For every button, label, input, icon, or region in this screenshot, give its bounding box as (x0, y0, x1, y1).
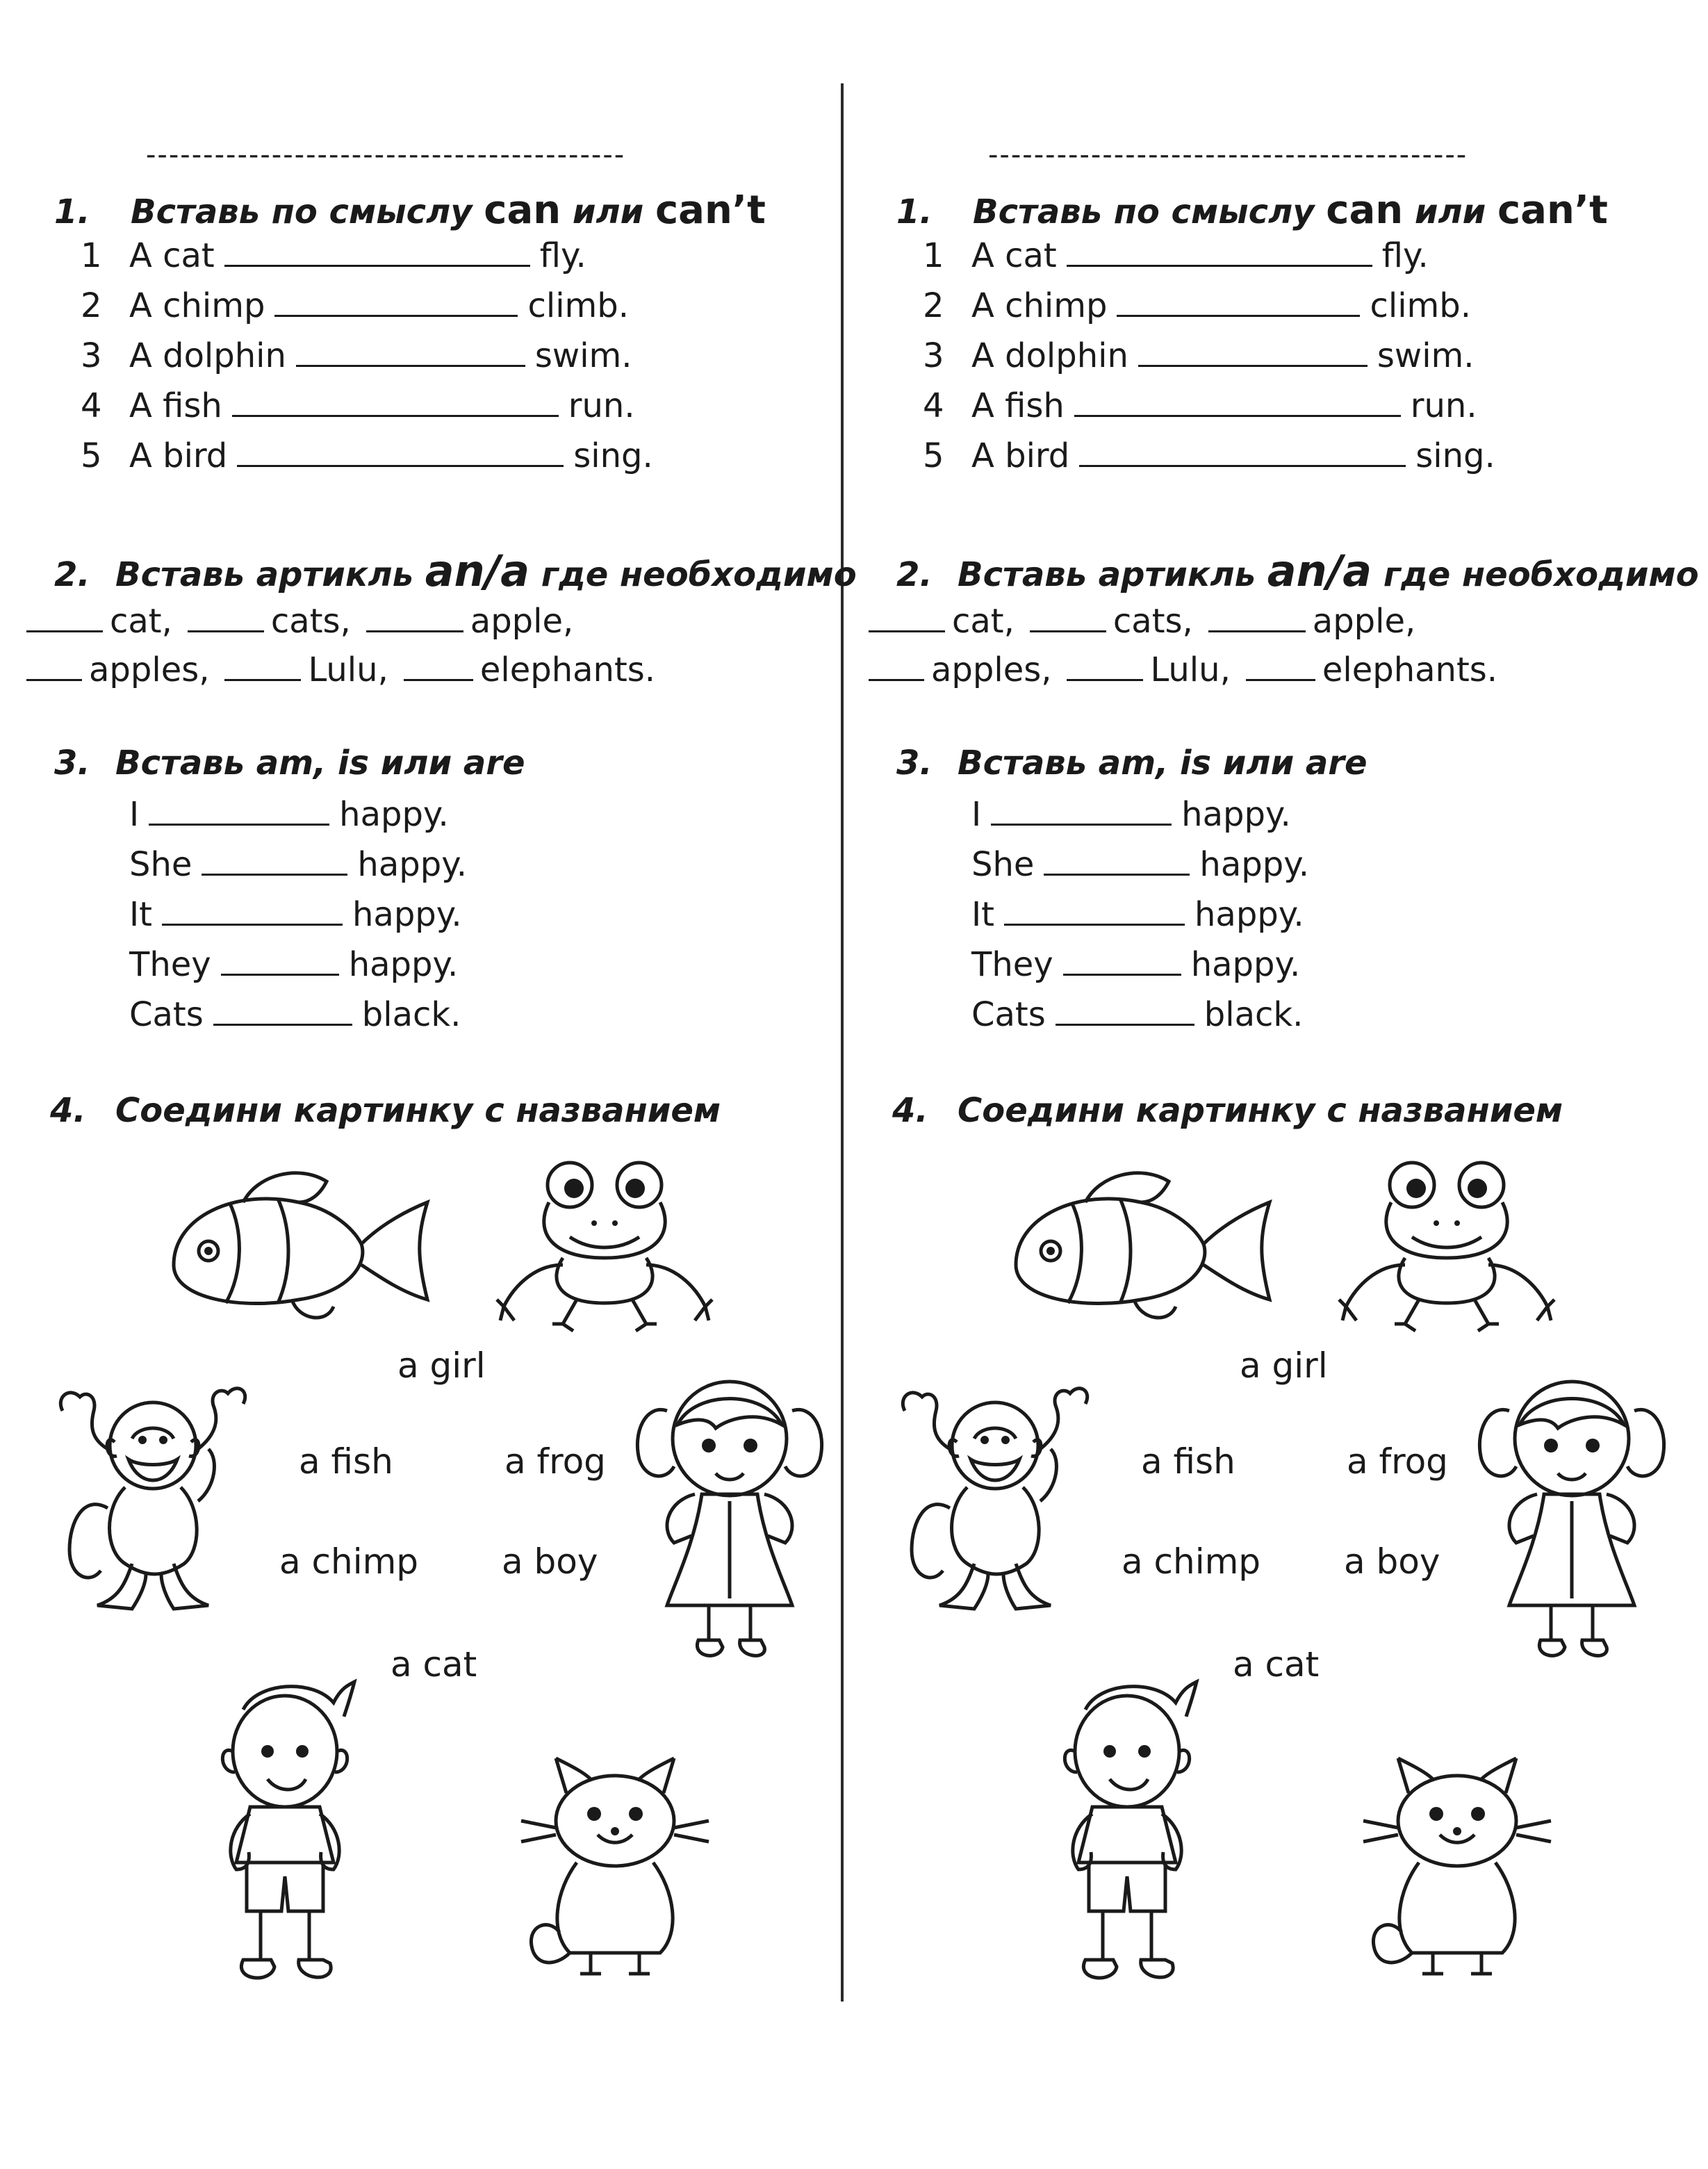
word-a-fish: a fish (1141, 1441, 1235, 1482)
can-item-row (81, 436, 653, 475)
section-number: 4. (50, 1091, 86, 1130)
item-subject: A dolphin (971, 336, 1128, 375)
item-number: 4 (923, 386, 944, 425)
item-adjective: happy. (357, 845, 468, 884)
item-verb: swim. (534, 336, 632, 375)
heading-text: Соедини картинку с названием (958, 1091, 1563, 1130)
answer-blank[interactable] (1056, 996, 1194, 1026)
item-adjective: happy. (1199, 845, 1310, 884)
section-1-heading (54, 188, 766, 233)
item-adjective: black. (361, 995, 461, 1034)
word-a-chimp: a chimp (1122, 1541, 1261, 1582)
article-word: cat, (110, 602, 172, 641)
item-verb: fly. (539, 236, 586, 275)
answer-blank[interactable] (1117, 287, 1360, 317)
can-item-row (81, 386, 635, 425)
article-word: elephants. (1322, 650, 1498, 689)
word-a-frog: a frog (1347, 1441, 1448, 1482)
be-item-row (971, 945, 1300, 984)
article-word: apple, (470, 602, 574, 641)
answer-blank[interactable] (1067, 237, 1372, 267)
item-verb: run. (1410, 386, 1477, 425)
heading-keyword: an/a (1267, 546, 1372, 596)
answer-blank[interactable] (1004, 896, 1185, 926)
item-subject: Cats (971, 995, 1046, 1034)
article-blank[interactable] (869, 651, 924, 681)
be-item-row (129, 795, 449, 834)
heading-text: Вставь артикль (115, 555, 425, 594)
word-a-cat: a cat (391, 1644, 477, 1685)
can-item-row (81, 236, 586, 275)
item-subject: They (129, 945, 211, 984)
article-word: apples, (931, 650, 1052, 689)
article-blank[interactable] (188, 603, 264, 632)
section-2-heading (896, 546, 1699, 596)
answer-blank[interactable] (237, 437, 564, 467)
be-item-row (971, 995, 1303, 1034)
boy-icon (195, 1675, 375, 1995)
can-item-row (923, 336, 1475, 375)
item-number: 3 (923, 336, 944, 375)
heading-text: где необходимо (1372, 555, 1699, 594)
answer-blank[interactable] (162, 896, 343, 926)
be-item-row (971, 895, 1304, 934)
item-subject: Cats (129, 995, 204, 1034)
worksheet-right (856, 0, 1699, 2169)
article-word: cats, (270, 602, 351, 641)
heading-text: Вставь артикль (958, 555, 1267, 594)
article-blank[interactable] (26, 651, 82, 681)
be-item-row (971, 795, 1291, 834)
item-verb: swim. (1377, 336, 1475, 375)
be-item-row (129, 895, 462, 934)
word-a-frog: a frog (504, 1441, 606, 1482)
section-4-heading (50, 1091, 721, 1130)
can-item-row (81, 286, 629, 325)
word-a-girl: a girl (397, 1345, 486, 1386)
heading-text: Соедини картинку с названием (115, 1091, 721, 1130)
item-adjective: happy. (1190, 945, 1301, 984)
section-number: 1. (54, 193, 90, 231)
chimp-icon (884, 1383, 1106, 1619)
word-a-boy: a boy (1344, 1541, 1440, 1582)
be-item-row (129, 845, 467, 884)
answer-blank[interactable] (202, 846, 347, 876)
articles-row-2 (869, 650, 1513, 689)
heading-text: или (561, 193, 655, 231)
item-adjective: happy. (352, 895, 462, 934)
answer-blank[interactable] (232, 387, 559, 417)
word-a-girl: a girl (1240, 1345, 1328, 1386)
heading-keyword: an/a (425, 546, 530, 596)
item-subject: She (129, 845, 192, 884)
item-number: 5 (923, 436, 944, 475)
can-item-row (923, 286, 1471, 325)
answer-blank[interactable] (1074, 387, 1401, 417)
item-subject: A chimp (971, 286, 1108, 325)
item-subject: She (971, 845, 1035, 884)
item-subject: I (971, 795, 982, 834)
item-verb: fly. (1381, 236, 1429, 275)
item-number: 2 (81, 286, 102, 325)
section-number: 3. (896, 744, 933, 783)
boy-icon (1037, 1675, 1217, 1995)
article-blank[interactable] (366, 603, 463, 632)
answer-blank[interactable] (1138, 337, 1368, 367)
item-adjective: happy. (1194, 895, 1304, 934)
article-blank[interactable] (404, 651, 473, 681)
heading-keyword: can’t (655, 188, 766, 233)
girl-icon (1468, 1362, 1676, 1668)
item-subject: A chimp (129, 286, 265, 325)
answer-blank[interactable] (296, 337, 525, 367)
item-number: 5 (81, 436, 102, 475)
article-word: apples, (89, 650, 210, 689)
answer-blank[interactable] (274, 287, 518, 317)
item-number: 1 (923, 236, 944, 275)
answer-blank[interactable] (149, 796, 329, 826)
item-number: 2 (923, 286, 944, 325)
chimp-icon (42, 1383, 264, 1619)
article-blank[interactable] (224, 651, 301, 681)
answer-blank[interactable] (221, 946, 339, 976)
cat-icon (1356, 1730, 1558, 1988)
be-item-row (129, 995, 461, 1034)
item-subject: A cat (129, 236, 215, 275)
fish-icon (160, 1161, 438, 1327)
item-number: 1 (81, 236, 102, 275)
section-number: 4. (892, 1091, 928, 1130)
section-number: 2. (896, 555, 933, 594)
articles-row-1 (26, 602, 589, 641)
heading-keyword: can’t (1497, 188, 1608, 233)
be-item-row (971, 845, 1309, 884)
be-item-row (129, 945, 458, 984)
answer-blank[interactable] (224, 237, 530, 267)
article-blank[interactable] (1208, 603, 1306, 632)
item-adjective: black. (1204, 995, 1304, 1034)
can-item-row (81, 336, 632, 375)
item-adjective: happy. (348, 945, 459, 984)
article-blank[interactable] (1246, 651, 1315, 681)
heading-text: или (1403, 193, 1497, 231)
heading-keyword: can (484, 188, 561, 233)
heading-text: Вставь am, is или are (958, 744, 1368, 783)
item-subject: A cat (971, 236, 1057, 275)
word-a-fish: a fish (299, 1441, 393, 1482)
section-3-heading (896, 744, 1368, 783)
word-a-boy: a boy (502, 1541, 598, 1582)
item-subject: I (129, 795, 140, 834)
item-number: 3 (81, 336, 102, 375)
frog-icon (493, 1154, 716, 1334)
can-item-row (923, 386, 1477, 425)
cat-icon (514, 1730, 716, 1988)
section-number: 2. (54, 555, 90, 594)
article-blank[interactable] (1030, 603, 1106, 632)
article-blank[interactable] (869, 603, 945, 632)
can-item-row (923, 436, 1495, 475)
article-word: Lulu, (308, 650, 388, 689)
item-verb: run. (568, 386, 635, 425)
article-word: cat, (952, 602, 1015, 641)
item-verb: sing. (573, 436, 653, 475)
section-4-heading (892, 1091, 1563, 1130)
section-number: 1. (896, 193, 933, 231)
girl-icon (625, 1362, 834, 1668)
section-3-heading (54, 744, 525, 783)
item-subject: A fish (971, 386, 1065, 425)
answer-blank[interactable] (1063, 946, 1181, 976)
section-number: 3. (54, 744, 90, 783)
heading-text: где необходимо (529, 555, 857, 594)
article-blank[interactable] (1067, 651, 1143, 681)
name-line: ------------------------------------------ (146, 139, 626, 171)
item-subject: It (971, 895, 994, 934)
item-subject: A bird (971, 436, 1070, 475)
item-subject: A dolphin (129, 336, 286, 375)
item-verb: climb. (1370, 286, 1472, 325)
item-subject: They (971, 945, 1053, 984)
fish-icon (1002, 1161, 1280, 1327)
answer-blank[interactable] (1079, 437, 1406, 467)
name-line: ------------------------------------------ (988, 139, 1468, 171)
article-word: Lulu, (1150, 650, 1231, 689)
heading-keyword: can (1326, 188, 1404, 233)
article-word: elephants. (479, 650, 656, 689)
item-subject: A fish (129, 386, 222, 425)
item-adjective: happy. (1181, 795, 1291, 834)
article-word: cats, (1112, 602, 1193, 641)
item-subject: A bird (129, 436, 228, 475)
answer-blank[interactable] (991, 796, 1172, 826)
item-adjective: happy. (339, 795, 449, 834)
frog-icon (1336, 1154, 1558, 1334)
section-1-heading (896, 188, 1608, 233)
articles-row-2 (26, 650, 671, 689)
articles-row-1 (869, 602, 1431, 641)
article-word: apple, (1312, 602, 1416, 641)
word-a-cat: a cat (1233, 1644, 1320, 1685)
heading-text: Вставь по смыслу (973, 193, 1327, 231)
can-item-row (923, 236, 1429, 275)
worksheet-left (14, 0, 857, 2169)
answer-blank[interactable] (1044, 846, 1190, 876)
answer-blank[interactable] (213, 996, 352, 1026)
item-number: 4 (81, 386, 102, 425)
article-blank[interactable] (26, 603, 103, 632)
word-a-chimp: a chimp (279, 1541, 419, 1582)
item-verb: sing. (1415, 436, 1495, 475)
heading-text: Вставь am, is или are (115, 744, 525, 783)
item-subject: It (129, 895, 152, 934)
item-verb: climb. (527, 286, 630, 325)
heading-text: Вставь по смыслу (131, 193, 484, 231)
section-2-heading (54, 546, 857, 596)
